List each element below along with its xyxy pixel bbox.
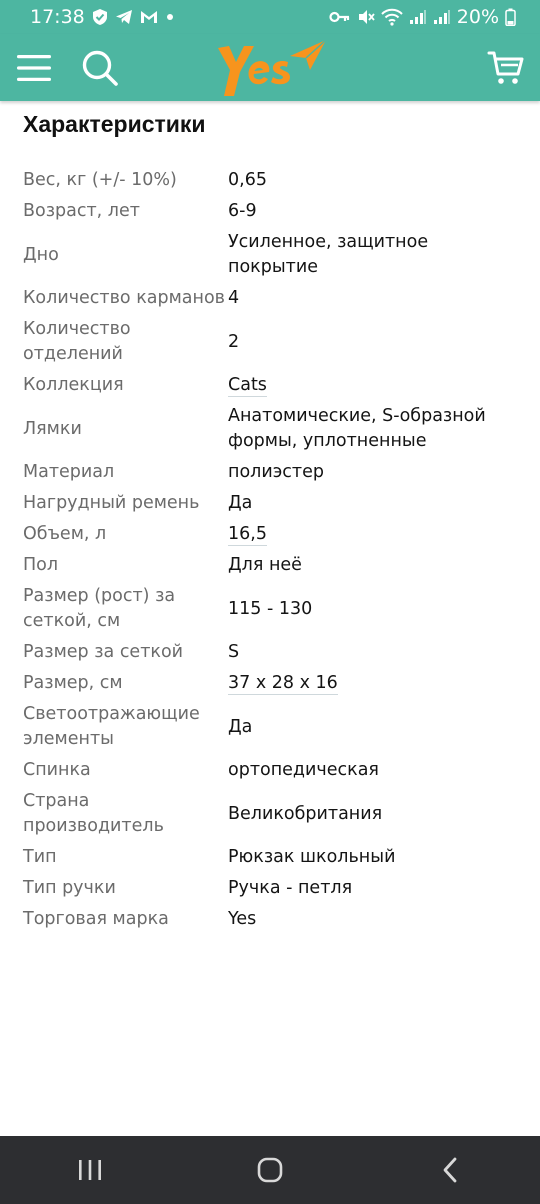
spec-value-text[interactable]: 37 x 28 x 16 <box>228 673 338 693</box>
spec-row <box>0 668 540 699</box>
spec-label: Возраст, лет <box>23 201 140 221</box>
spec-value <box>228 286 508 311</box>
spec-label: Размер (рост) за сеткой, см <box>23 586 176 631</box>
spec-row <box>0 314 540 370</box>
spec-label: Дно <box>23 244 59 265</box>
key-icon <box>329 10 351 24</box>
yes-logo[interactable] <box>210 36 330 100</box>
spec-value-text: полиэстер <box>228 462 325 482</box>
search-icon <box>81 49 119 87</box>
spec-label: Размер за сеткой <box>23 642 184 662</box>
spec-row <box>0 370 540 401</box>
spec-value <box>228 553 508 578</box>
spec-value <box>228 597 508 622</box>
spec-row <box>0 519 540 550</box>
spec-row <box>0 165 540 196</box>
spec-value-text: Великобритания <box>228 803 383 824</box>
spec-row <box>0 401 540 457</box>
spec-value-text: S <box>228 642 240 662</box>
spec-value-text: Рюкзак школьный <box>228 847 396 867</box>
gmail-icon <box>139 9 159 25</box>
spec-value <box>228 715 508 740</box>
spec-label: Страна производитель <box>23 791 164 836</box>
spec-value <box>228 230 508 280</box>
spec-value-text: Усиленное, защитное покрытие <box>228 232 429 277</box>
spec-value-text: ортопедическая <box>228 760 379 780</box>
spec-value-text: Да <box>228 493 253 513</box>
spec-label: Торговая марка <box>23 909 169 929</box>
spec-value-link[interactable] <box>228 522 508 547</box>
spec-label: Коллекция <box>23 375 124 395</box>
spec-value <box>228 330 508 355</box>
section-title: Характеристики <box>23 111 206 137</box>
back-button[interactable] <box>420 1140 480 1200</box>
spec-value-text: Для неё <box>228 555 302 575</box>
spec-value-text: Ручка - петля <box>228 878 353 898</box>
back-icon <box>440 1156 460 1184</box>
spec-row <box>0 550 540 581</box>
spec-value <box>228 640 508 665</box>
spec-row <box>0 581 540 637</box>
spec-label: Материал <box>23 462 115 482</box>
spec-label: Вес, кг (+/- 10%) <box>23 170 177 190</box>
hamburger-menu-icon <box>16 53 52 83</box>
spec-value-link[interactable] <box>228 373 508 398</box>
spec-value <box>228 845 508 870</box>
spec-value-text: Анатомические, S-образной формы, уплотненные <box>228 406 486 451</box>
shield-icon <box>91 8 109 26</box>
spec-label: Количество карманов <box>23 288 225 308</box>
spec-value <box>228 168 508 193</box>
spec-row <box>0 873 540 904</box>
spec-value <box>228 876 508 901</box>
spec-value-text[interactable]: 16,5 <box>228 524 267 544</box>
battery-icon <box>505 8 516 26</box>
recents-button[interactable] <box>60 1140 120 1200</box>
wifi-icon <box>381 8 403 26</box>
spec-value-text: Yes <box>228 909 257 929</box>
mute-icon <box>357 8 375 26</box>
status-time: 17:38 <box>30 6 85 28</box>
shopping-cart-icon <box>487 50 525 86</box>
spec-value-text: 115 - 130 <box>228 598 313 619</box>
app-header <box>0 34 540 101</box>
system-navigation-bar <box>0 1136 540 1204</box>
spec-row <box>0 904 540 935</box>
spec-label: Тип <box>23 847 57 867</box>
spec-label: Размер, см <box>23 673 123 693</box>
spec-value <box>228 199 508 224</box>
signal-icon <box>409 9 427 25</box>
battery-percent: 20% <box>456 6 499 28</box>
spec-label: Спинка <box>23 760 91 780</box>
spec-row <box>0 637 540 668</box>
home-button[interactable] <box>240 1140 300 1200</box>
cart-button[interactable] <box>486 48 526 88</box>
spec-row <box>0 457 540 488</box>
spec-row <box>0 488 540 519</box>
recent-apps-icon <box>77 1158 103 1182</box>
specs-table <box>0 165 540 935</box>
spec-value <box>228 907 508 932</box>
menu-button[interactable] <box>14 48 54 88</box>
spec-value-text: 6-9 <box>228 201 257 221</box>
spec-value <box>228 802 508 827</box>
spec-value-text: 2 <box>228 331 240 352</box>
spec-value-text: 0,65 <box>228 170 267 190</box>
notification-dot-icon <box>165 12 175 22</box>
spec-value-text[interactable]: Cats <box>228 375 267 395</box>
spec-value-text: Да <box>228 716 253 737</box>
spec-value-text: 4 <box>228 288 240 308</box>
spec-label: Светоотражающие элементы <box>23 704 200 749</box>
spec-row <box>0 786 540 842</box>
spec-label: Объем, л <box>23 524 107 544</box>
spec-label: Количество отделений <box>23 319 131 364</box>
spec-value <box>228 758 508 783</box>
search-button[interactable] <box>80 48 120 88</box>
spec-row <box>0 196 540 227</box>
home-icon <box>256 1156 284 1184</box>
spec-label: Пол <box>23 555 59 575</box>
spec-label: Нагрудный ремень <box>23 493 200 513</box>
spec-row <box>0 842 540 873</box>
signal-icon-2 <box>433 9 451 25</box>
spec-label: Тип ручки <box>23 878 116 898</box>
telegram-icon <box>115 8 133 26</box>
spec-value-link[interactable] <box>228 671 508 696</box>
spec-row <box>0 699 540 755</box>
spec-value <box>228 460 508 485</box>
spec-row <box>0 283 540 314</box>
spec-value <box>228 404 508 454</box>
spec-row <box>0 227 540 283</box>
spec-row <box>0 755 540 786</box>
status-bar <box>0 0 540 34</box>
spec-value <box>228 491 508 516</box>
spec-label: Лямки <box>23 418 82 439</box>
